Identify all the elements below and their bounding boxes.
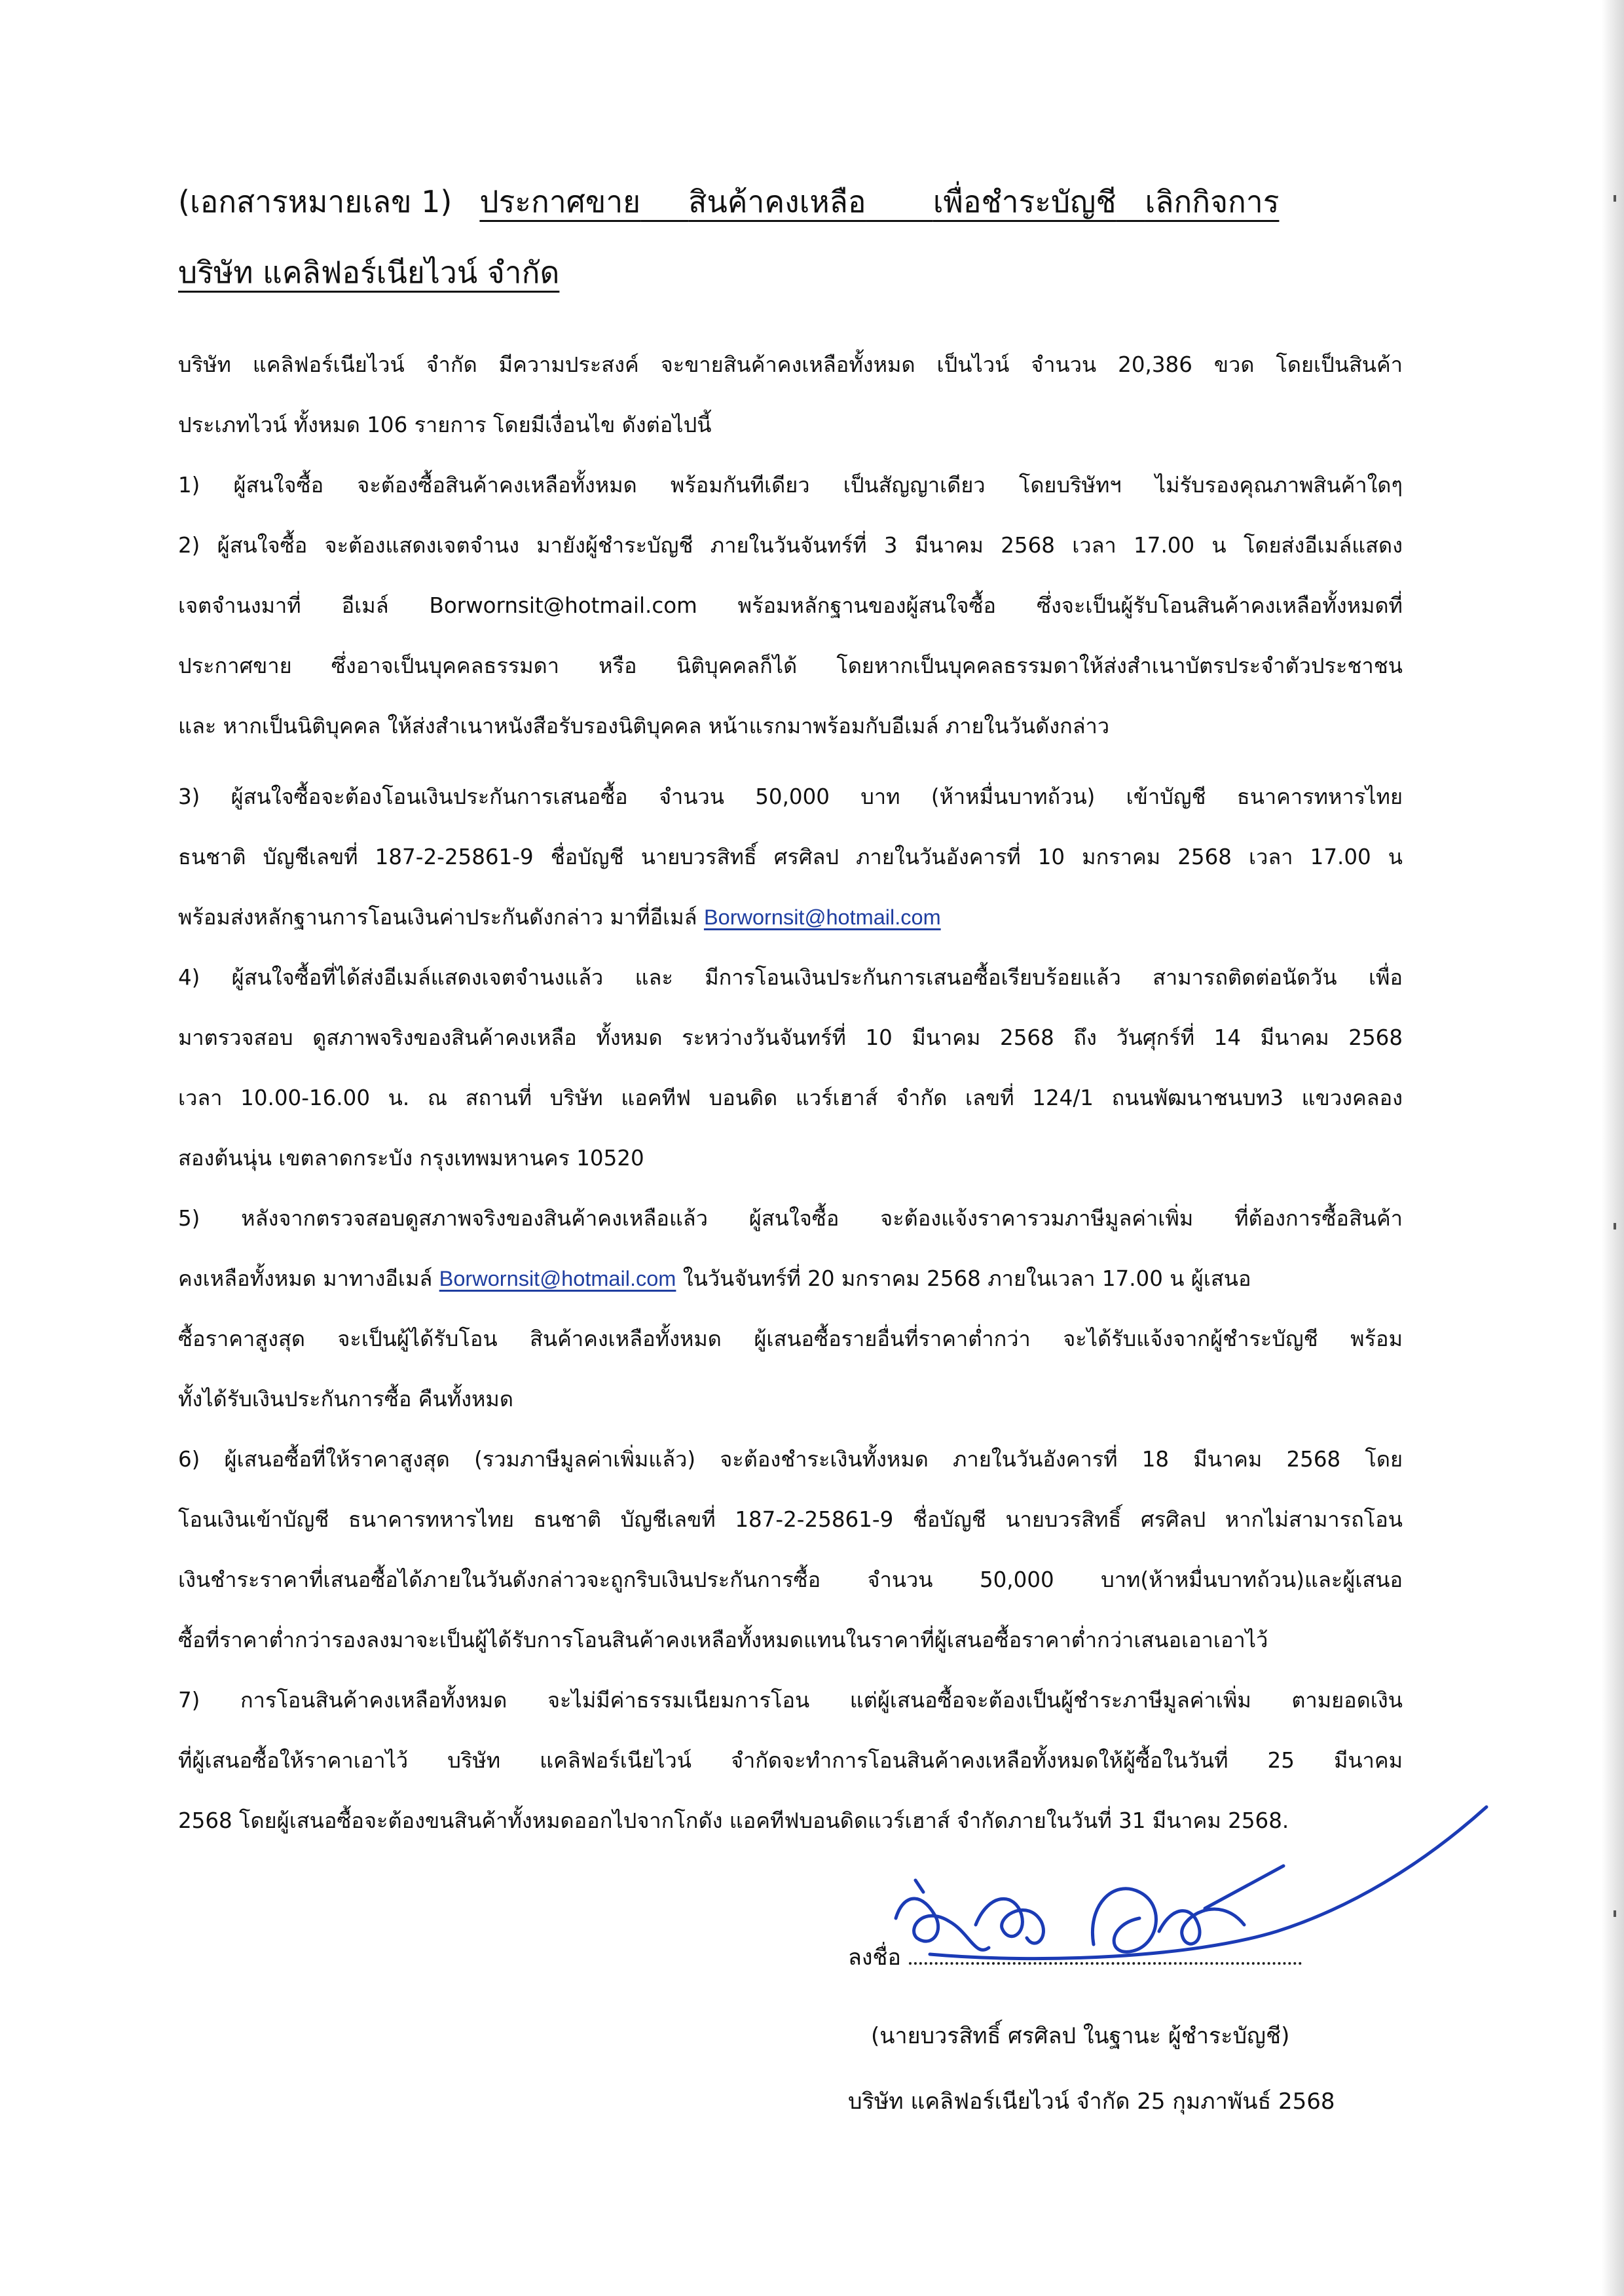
body-text: พร้อมส่งหลักฐานการโอนเงินค่าประกันดังกล่าว มาที่อีเมล์ bbox=[178, 905, 704, 930]
body-line: เจตจำนงมาที่ อีเมล์ Borwornsit@hotmail.com พร้อมหลักฐานของผู้สนใจซื้อ ซึ่งจะเป็นผู้รับโอนสินค้าคงเหลือทั้งหมดที่ bbox=[178, 593, 1403, 618]
heading-company-name: บริษัท แคลิฟอร์เนียไวน์ จำกัด bbox=[178, 255, 560, 290]
signer-caption: (นายบวรสิทธิ์ ศรศิลป ในฐานะ ผู้ชำระบัญชี) bbox=[871, 2023, 1290, 2049]
body-line: มาตรวจสอบ ดูสภาพจริงของสินค้าคงเหลือ ทั้งหมด ระหว่างวันจันทร์ที่ 10 มีนาคม 2568 ถึง วันศุกร์ที่ 14 มีนาคม 2568 bbox=[178, 1025, 1403, 1050]
body-line: เวลา 10.00-16.00 น. ณ สถานที่ บริษัท แอคทีฟ บอนดิด แวร์เฮาส์ จำกัด เลขที่ 124/1 ถนนพัฒนาชนบท3 แขวงคลอง bbox=[178, 1085, 1403, 1110]
heading-company bbox=[178, 249, 1396, 296]
email-link[interactable]: Borwornsit@hotmail.com bbox=[439, 1267, 676, 1290]
condition-4: 4) ผู้สนใจซื้อที่ได้ส่งอีเมล์แสดงเจตจำนงแล้ว และ มีการโอนเงินประกันการเสนอซื้อเรียบร้อยแล้ว สามารถติดต่อนัดวัน เพื่อ bbox=[178, 965, 1403, 990]
body-line: 2568 โดยผู้เสนอซื้อจะต้องขนสินค้าทั้งหมดออกไปจากโกดัง แอคทีฟบอนดิดแวร์เฮาส์ จำกัดภายในวันที่ 31 มีนาคม 2568. bbox=[178, 1808, 1289, 1833]
body-line bbox=[178, 901, 1403, 934]
heading-subject-1: ประกาศขาย bbox=[479, 184, 641, 219]
body-line bbox=[178, 1262, 1403, 1295]
body-line: ซื้อราคาสูงสุด จะเป็นผู้ได้รับโอน สินค้าคงเหลือทั้งหมด ผู้เสนอซื้อรายอื่นที่ราคาต่ำกว่า จะได้รับแจ้งจากผู้ชำระบัญชี พร้อม bbox=[178, 1326, 1403, 1351]
signature-stroke bbox=[915, 1880, 923, 1892]
signature-stroke bbox=[1159, 1909, 1244, 1944]
email-link[interactable]: Borwornsit@hotmail.com bbox=[703, 905, 941, 929]
scan-shadow-edge bbox=[1602, 0, 1624, 2296]
body-line: ทั้งได้รับเงินประกันการซื้อ คืนทั้งหมด bbox=[178, 1387, 513, 1412]
handwritten-signature bbox=[877, 1794, 1493, 1977]
body-text: ในวันจันทร์ที่ 20 มกราคม 2568 ภายในเวลา 17.00 น ผู้เสนอ bbox=[676, 1266, 1251, 1291]
scan-speck bbox=[1614, 1910, 1616, 1917]
condition-1: 1) ผู้สนใจซื้อ จะต้องซื้อสินค้าคงเหลือทั้งหมด พร้อมกันทีเดียว เป็นสัญญาเดียว โดยบริษัทฯ ไม่รับรองคุณภาพสินค้าใดๆ bbox=[178, 473, 1403, 498]
heading-subject-2: สินค้าคงเหลือ bbox=[688, 184, 866, 219]
signature-stroke bbox=[1092, 1889, 1156, 1952]
body-line: สองต้นนุ่น เขตลาดกระบัง กรุงเทพมหานคร 10520 bbox=[178, 1146, 644, 1171]
body-line: ประเภทไวน์ ทั้งหมด 106 รายการ โดยมีเงื่อนไข ดังต่อไปนี้ bbox=[178, 412, 712, 437]
body-line: โอนเงินเข้าบัญชี ธนาคารทหารไทย ธนชาติ บัญชีเลขที่ 187-2-25861-9 ชื่อบัญชี นายบวรสิทธิ์ ศรศิลป หากไม่สามารถโอน bbox=[178, 1507, 1403, 1532]
document-reference: (เอกสารหมายเลข 1) bbox=[178, 184, 452, 219]
sign-label: ลงชื่อ bbox=[848, 1944, 901, 1971]
heading-subject-3: เพื่อชำระบัญชี bbox=[932, 184, 1116, 219]
condition-7: 7) การโอนสินค้าคงเหลือทั้งหมด จะไม่มีค่าธรรมเนียมการโอน แต่ผู้เสนอซื้อจะต้องเป็นผู้ชำระภาษีมูลค่าเพิ่ม ตามยอดเงิน bbox=[178, 1688, 1403, 1713]
body-line: ประกาศขาย ซึ่งอาจเป็นบุคคลธรรมดา หรือ นิติบุคคลก็ได้ โดยหากเป็นบุคคลธรรมดาให้ส่งสำเนาบัตรประจำตัวประชาชน bbox=[178, 653, 1403, 678]
body-line: และ หากเป็นนิติบุคคล ให้ส่งสำเนาหนังสือรับรองนิติบุคคล หน้าแรกมาพร้อมกับอีเมล์ ภายในวันดังกล่าว bbox=[178, 714, 1110, 738]
body-line: เงินชำระราคาที่เสนอซื้อได้ภายในวันดังกล่าวจะถูกริบเงินประกันการซื้อ จำนวน 50,000 บาท(ห้าหมื่นบาทถ้วน)และผู้เสนอ bbox=[178, 1567, 1403, 1592]
document-heading bbox=[178, 178, 1396, 225]
condition-5: 5) หลังจากตรวจสอบดูสภาพจริงของสินค้าคงเหลือแล้ว ผู้สนใจซื้อ จะต้องแจ้งราคารวมภาษีมูลค่าเพิ่ม ที่ต้องการซื้อสินค้า bbox=[178, 1206, 1403, 1231]
condition-2: 2) ผู้สนใจซื้อ จะต้องแสดงเจตจำนง มายังผู้ชำระบัญชี ภายในวันจันทร์ที่ 3 มีนาคม 2568 เวลา 17.00 น โดยส่งอีเมล์แสดง bbox=[178, 533, 1403, 558]
signature-stroke bbox=[1205, 1866, 1283, 1908]
body-line: ซื้อที่ราคาต่ำกว่ารองลงมาจะเป็นผู้ได้รับการโอนสินค้าคงเหลือทั้งหมดแทนในราคาที่ผู้เสนอซื้อราคาต่ำกว่าเสนอเอาเอาไว้ bbox=[178, 1628, 1268, 1652]
condition-3: 3) ผู้สนใจซื้อจะต้องโอนเงินประกันการเสนอซื้อ จำนวน 50,000 บาท (ห้าหมื่นบาทถ้วน) เข้าบัญชี ธนาคารทหารไทย bbox=[178, 784, 1403, 809]
scan-speck bbox=[1614, 195, 1616, 202]
body-text: คงเหลือทั้งหมด มาทางอีเมล์ bbox=[178, 1266, 439, 1291]
body-line: ที่ผู้เสนอซื้อให้ราคาเอาไว้ บริษัท แคลิฟอร์เนียไวน์ จำกัดจะทำการโอนสินค้าคงเหลือทั้งหมดให้ผู้ซื้อในวันที่ 25 มีนาคม bbox=[178, 1748, 1403, 1773]
condition-6: 6) ผู้เสนอซื้อที่ให้ราคาสูงสุด (รวมภาษีมูลค่าเพิ่มแล้ว) จะต้องชำระเงินทั้งหมด ภายในวันอังคารที่ 18 มีนาคม 2568 โดย bbox=[178, 1447, 1403, 1472]
scan-speck bbox=[1614, 1223, 1616, 1230]
company-date-caption: บริษัท แคลิฟอร์เนียไวน์ จำกัด 25 กุมภาพันธ์ 2568 bbox=[848, 2088, 1335, 2115]
body-line: บริษัท แคลิฟอร์เนียไวน์ จำกัด มีความประสงค์ จะขายสินค้าคงเหลือทั้งหมด เป็นไวน์ จำนวน 20,386 ขวด โดยเป็นสินค้า bbox=[178, 352, 1403, 377]
body-line: ธนชาติ บัญชีเลขที่ 187-2-25861-9 ชื่อบัญชี นายบวรสิทธิ์ ศรศิลป ภายในวันอังคารที่ 10 มกราคม 2568 เวลา 17.00 น bbox=[178, 845, 1403, 869]
signature-stroke bbox=[976, 1899, 1043, 1943]
heading-subject-4: เลิกกิจการ bbox=[1145, 184, 1280, 219]
